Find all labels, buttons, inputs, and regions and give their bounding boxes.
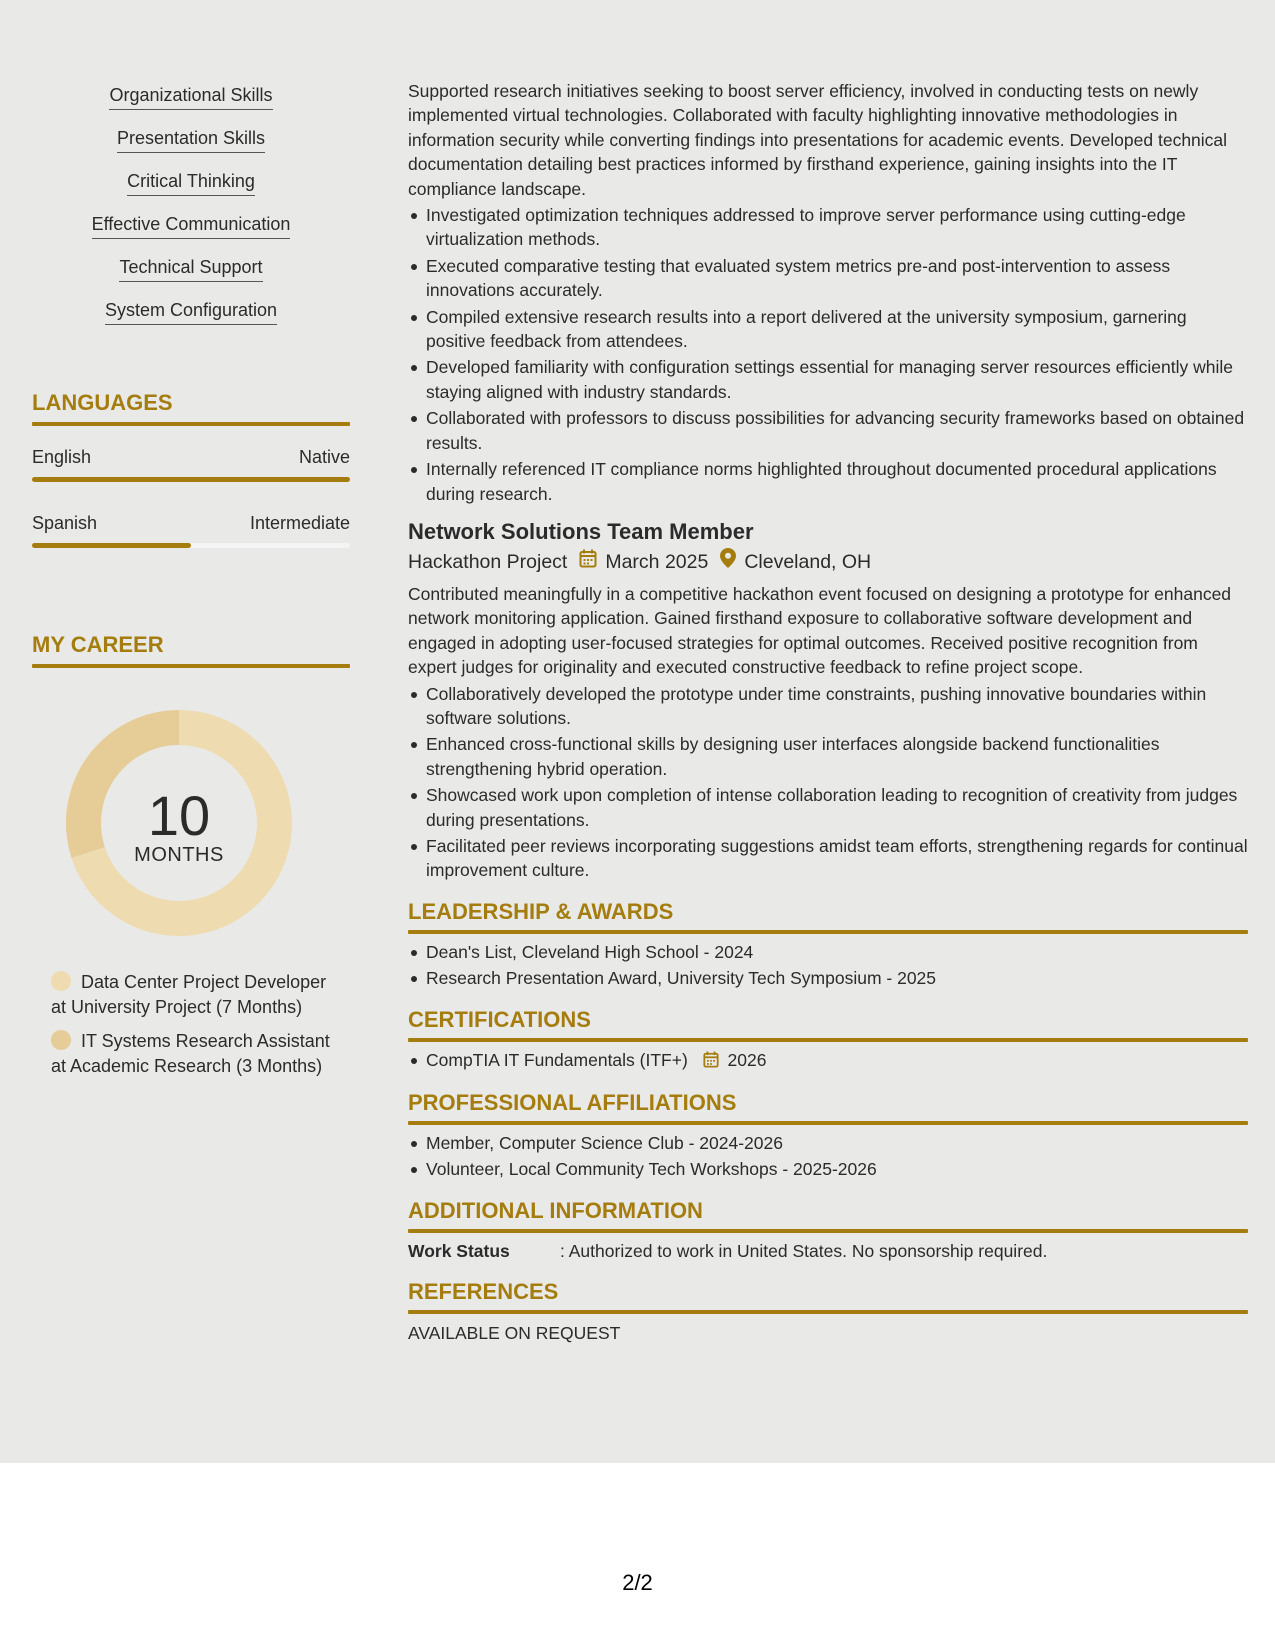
career-legend-label: Data Center Project Developer at University Project (7 Months) bbox=[51, 972, 327, 1017]
references-rule bbox=[408, 1310, 1248, 1314]
language-item bbox=[32, 446, 350, 482]
references-text: AVAILABLE ON REQUEST bbox=[408, 1322, 621, 1343]
job-date: March 2025 bbox=[605, 550, 709, 573]
calendar-icon bbox=[579, 548, 597, 576]
leadership-title: LEADERSHIP & AWARDS bbox=[408, 898, 674, 924]
languages-title: LANGUAGES bbox=[32, 390, 173, 415]
bullet-item: Compiled extensive research results into a report delivered at the university symposium, garnering positive feedback from attendees. bbox=[408, 305, 1248, 354]
affiliations-rule bbox=[408, 1121, 1248, 1125]
certification-name: CompTIA IT Fundamentals (ITF+) bbox=[426, 1049, 688, 1070]
bullet-item: Collaboratively developed the prototype under time constraints, pushing innovative boundaries within software solutions. bbox=[408, 682, 1248, 731]
career-total-number: 10 bbox=[147, 784, 211, 847]
experience-summary: Supported research initiatives seeking to boost server efficiency, involved in conducting tests on newly implemented virtual technologies. Collaborated with faculty highlighting innovative methodologies in information security while converting findings into presentations for academic events. Developed technical documentation detailing best practices informed by firsthand experience, gaining insights into the IT compliance landscape. bbox=[408, 81, 1228, 199]
work-status-row bbox=[408, 1239, 1248, 1263]
career-legend-item bbox=[51, 1029, 341, 1078]
languages-section bbox=[32, 390, 350, 548]
experience-summary: Contributed meaningfully in a competitive hackathon event focused on designing a prototype for enhanced network monitoring application. Gained firsthand exposure to collaborative software development and engaged in adopting user-focused strategies for optimal outcomes. Received positive recognition from expert judges for originality and executed constructive feedback to refine project scope. bbox=[408, 583, 1232, 678]
skill-item: Technical Support bbox=[119, 256, 262, 282]
certifications-rule bbox=[408, 1038, 1248, 1042]
language-bar bbox=[32, 543, 350, 548]
experience-entry bbox=[408, 518, 1248, 883]
skill-item: Effective Communication bbox=[92, 213, 291, 239]
additional-info-section bbox=[408, 1198, 1248, 1263]
job-location: Cleveland, OH bbox=[744, 550, 872, 573]
bullet-item: Developed familiarity with configuration settings essential for managing server resources efficiently while staying aligned with industry standards. bbox=[408, 355, 1248, 404]
career-total-unit: MONTHS bbox=[134, 844, 224, 866]
language-name: Spanish bbox=[32, 513, 98, 533]
career-donut-chart bbox=[66, 710, 292, 936]
skills-list bbox=[32, 84, 350, 342]
calendar-icon bbox=[703, 1050, 719, 1074]
language-item bbox=[32, 512, 350, 548]
bullet-item: Dean's List, Cleveland High School - 2024 bbox=[408, 940, 1248, 964]
experience-bullets bbox=[408, 682, 1248, 883]
leadership-list bbox=[408, 940, 1248, 991]
career-rule bbox=[32, 664, 350, 668]
bullet-item: Showcased work upon completion of intense collaboration leading to recognition of creativity from judges during presentations. bbox=[408, 783, 1248, 832]
job-meta bbox=[408, 548, 1248, 576]
certification-year: 2026 bbox=[727, 1049, 767, 1070]
career-legend-item bbox=[51, 970, 341, 1019]
affiliations-section bbox=[408, 1090, 1248, 1182]
career-legend bbox=[51, 970, 341, 1088]
references-section bbox=[408, 1279, 1248, 1345]
bullet-item: Member, Computer Science Club - 2024-2026 bbox=[408, 1131, 1248, 1155]
bullet-item: Executed comparative testing that evaluated system metrics pre-and post-intervention to assess innovations accurately. bbox=[408, 254, 1248, 303]
leadership-section bbox=[408, 899, 1248, 991]
bullet-item: Volunteer, Local Community Tech Workshops - 2025-2026 bbox=[408, 1157, 1248, 1181]
legend-dot bbox=[51, 1030, 71, 1050]
affiliations-list bbox=[408, 1131, 1248, 1182]
language-level: Intermediate bbox=[249, 513, 350, 533]
skill-item: Presentation Skills bbox=[117, 127, 265, 153]
affiliations-title: PROFESSIONAL AFFILIATIONS bbox=[408, 1090, 737, 1115]
leadership-rule bbox=[408, 930, 1248, 934]
work-status-value: : Authorized to work in United States. No sponsorship required. bbox=[560, 1240, 1048, 1261]
certification-item bbox=[408, 1048, 1248, 1074]
skill-item: Organizational Skills bbox=[109, 84, 272, 110]
career-title: MY CAREER bbox=[32, 632, 164, 657]
bullet-item: Internally referenced IT compliance norms highlighted throughout documented procedural applications during research. bbox=[408, 457, 1248, 506]
bullet-item: Facilitated peer reviews incorporating suggestions amidst team efforts, strengthening regards for continual improvement culture. bbox=[408, 834, 1248, 883]
certifications-section bbox=[408, 1007, 1248, 1074]
bullet-item: Collaborated with professors to discuss possibilities for advancing security frameworks based on obtained results. bbox=[408, 406, 1248, 455]
language-level: Native bbox=[298, 447, 350, 467]
page-number: 2/2 bbox=[622, 1570, 653, 1595]
language-name: English bbox=[32, 447, 92, 467]
job-title: Network Solutions Team Member bbox=[408, 518, 754, 544]
bullet-item: Research Presentation Award, University Tech Symposium - 2025 bbox=[408, 966, 1248, 990]
experience-bullets bbox=[408, 203, 1248, 506]
certifications-title: CERTIFICATIONS bbox=[408, 1006, 591, 1032]
career-legend-label: IT Systems Research Assistant at Academic Research (3 Months) bbox=[51, 1031, 330, 1076]
work-status-label: Work Status bbox=[408, 1240, 510, 1261]
references-title: REFERENCES bbox=[408, 1278, 559, 1304]
bullet-item: Investigated optimization techniques addressed to improve server performance using cutting-edge virtualization methods. bbox=[408, 203, 1248, 252]
right-column bbox=[408, 79, 1248, 1345]
additional-info-title: ADDITIONAL INFORMATION bbox=[408, 1197, 703, 1223]
career-section bbox=[32, 632, 350, 668]
language-bar bbox=[32, 477, 350, 482]
job-company: Hackathon Project bbox=[408, 550, 568, 573]
additional-info-rule bbox=[408, 1229, 1248, 1233]
left-column bbox=[32, 84, 350, 1076]
skill-item: System Configuration bbox=[105, 299, 277, 325]
location-pin-icon bbox=[720, 548, 736, 576]
bullet-item: Enhanced cross-functional skills by designing user interfaces alongside backend functionalities strengthening hybrid operation. bbox=[408, 732, 1248, 781]
legend-dot bbox=[51, 971, 71, 991]
language-bar-fill bbox=[32, 477, 350, 482]
certifications-list bbox=[408, 1048, 1248, 1074]
language-bar-fill bbox=[32, 543, 191, 548]
skill-item: Critical Thinking bbox=[127, 170, 255, 196]
languages-rule bbox=[32, 422, 350, 426]
